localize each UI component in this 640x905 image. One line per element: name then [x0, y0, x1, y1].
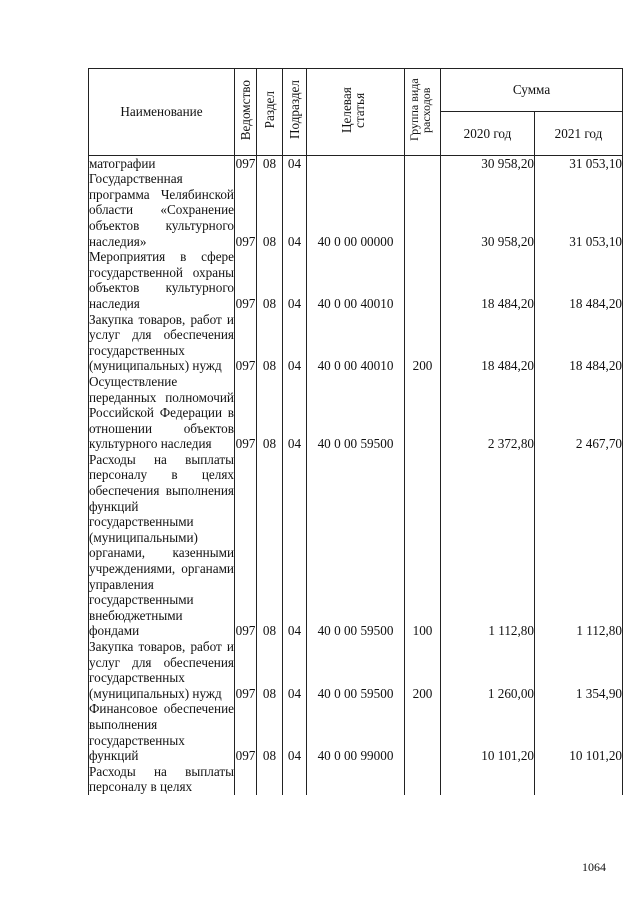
row-sum-2021: 10 101,20 — [535, 701, 623, 763]
row-razdel: 08 — [257, 701, 283, 763]
row-sum-2020: 1 112,80 — [441, 452, 535, 639]
header-vedomstvo — [235, 69, 257, 156]
row-razdel: 08 — [257, 249, 283, 311]
row-celevaya-statya: 40 0 00 59500 — [307, 452, 405, 639]
row-gruppa: 100 — [405, 452, 441, 639]
header-vedomstvo-label: Ведомство — [238, 79, 253, 141]
row-sum-2021: 31 053,10 — [535, 171, 623, 249]
row-razdel: 08 — [257, 374, 283, 452]
budget-table-container — [88, 68, 623, 795]
row-celevaya-statya: 40 0 00 59500 — [307, 374, 405, 452]
row-celevaya-statya: 40 0 00 40010 — [307, 312, 405, 374]
row-sum-2021 — [535, 764, 623, 795]
table-row — [89, 764, 623, 795]
row-sum-2020: 2 372,80 — [441, 374, 535, 452]
table-row — [89, 312, 623, 374]
row-sum-2021: 18 484,20 — [535, 249, 623, 311]
row-sum-2021: 1 112,80 — [535, 452, 623, 639]
row-celevaya-statya — [307, 155, 405, 171]
row-celevaya-statya: 40 0 00 99000 — [307, 701, 405, 763]
header-name: Наименование — [89, 69, 235, 156]
header-year-2021: 2021 год — [535, 112, 623, 155]
row-sum-2021: 18 484,20 — [535, 312, 623, 374]
row-vedomstvo: 097 — [235, 312, 257, 374]
row-sum-2020: 18 484,20 — [441, 249, 535, 311]
row-vedomstvo: 097 — [235, 171, 257, 249]
row-vedomstvo: 097 — [235, 452, 257, 639]
row-vedomstvo: 097 — [235, 249, 257, 311]
row-celevaya-statya — [307, 764, 405, 795]
row-sum-2020: 30 958,20 — [441, 155, 535, 171]
row-sum-2020: 18 484,20 — [441, 312, 535, 374]
budget-table — [88, 68, 623, 795]
row-name: Финансовое обеспечение выполнения государственных функций — [89, 701, 234, 764]
row-vedomstvo: 097 — [235, 639, 257, 701]
table-row — [89, 452, 623, 639]
row-gruppa: 200 — [405, 639, 441, 701]
row-razdel — [257, 764, 283, 795]
header-podrazdel-label: Подраздел — [287, 80, 302, 140]
row-sum-2021: 1 354,90 — [535, 639, 623, 701]
row-podrazdel: 04 — [283, 701, 307, 763]
row-name: Закупка товаров, работ и услуг для обеспечения государственных (муниципальных) нужд — [89, 639, 234, 701]
row-sum-2020: 10 101,20 — [441, 701, 535, 763]
row-name: Расходы на выплаты персоналу в целях — [89, 763, 234, 795]
row-vedomstvo — [235, 764, 257, 795]
row-razdel: 08 — [257, 639, 283, 701]
header-razdel-label: Раздел — [262, 91, 277, 129]
table-row — [89, 171, 623, 249]
header-razdel — [257, 69, 283, 156]
row-razdel: 08 — [257, 312, 283, 374]
header-podrazdel — [283, 69, 307, 156]
row-celevaya-statya: 40 0 00 40010 — [307, 249, 405, 311]
row-podrazdel: 04 — [283, 249, 307, 311]
row-gruppa — [405, 249, 441, 311]
row-podrazdel: 04 — [283, 639, 307, 701]
row-sum-2021: 31 053,10 — [535, 155, 623, 171]
table-row — [89, 639, 623, 701]
row-name: Осуществление переданных полномочий Российской Федерации в отношении объектов культурного наследия — [89, 373, 234, 452]
row-gruppa — [405, 171, 441, 249]
header-celevaya-label: Целевая статья — [338, 87, 367, 133]
table-row — [89, 374, 623, 452]
row-podrazdel: 04 — [283, 312, 307, 374]
table-row — [89, 249, 623, 311]
row-sum-2020: 1 260,00 — [441, 639, 535, 701]
row-gruppa — [405, 764, 441, 795]
row-gruppa — [405, 374, 441, 452]
row-celevaya-statya: 40 0 00 59500 — [307, 639, 405, 701]
row-gruppa — [405, 701, 441, 763]
row-vedomstvo: 097 — [235, 374, 257, 452]
row-vedomstvo: 097 — [235, 155, 256, 171]
row-podrazdel: 04 — [283, 171, 307, 249]
row-name: матографии — [89, 155, 235, 171]
row-razdel: 08 — [257, 452, 283, 639]
row-gruppa — [405, 155, 441, 171]
table-body — [89, 155, 623, 795]
row-name: Закупка товаров, работ и услуг для обеспечения государственных (муниципальных) нужд — [89, 311, 234, 374]
row-podrazdel: 04 — [283, 374, 307, 452]
row-sum-2020 — [441, 764, 535, 795]
row-name: Расходы на выплаты персоналу в целях обеспечения выполнения функций государственными (муниципальными) органами, казенными учреждениями, органами управления государственными внебюджетными фондами — [89, 451, 234, 639]
header-gruppa-vida-rashodov — [405, 69, 441, 156]
row-podrazdel: 04 — [283, 155, 307, 171]
row-gruppa: 200 — [405, 312, 441, 374]
row-sum-2020: 30 958,20 — [441, 171, 535, 249]
table-row — [89, 155, 623, 171]
header-summa: Сумма — [441, 69, 623, 112]
row-razdel: 08 — [257, 171, 283, 249]
row-podrazdel — [283, 764, 307, 795]
header-gruppa-label: Группа вида расходов — [406, 78, 433, 142]
row-podrazdel: 04 — [283, 452, 307, 639]
page-number: 1064 — [582, 860, 606, 874]
row-sum-2021: 2 467,70 — [535, 374, 623, 452]
header-year-2020: 2020 год — [441, 112, 535, 155]
row-vedomstvo: 097 — [235, 701, 257, 763]
row-celevaya-statya: 40 0 00 00000 — [307, 171, 405, 249]
row-name: Мероприятия в сфере государственной охраны объектов культурного наследия — [89, 249, 234, 311]
row-razdel: 08 — [257, 155, 283, 171]
header-celevaya-statya — [307, 69, 405, 156]
row-name: Государственная программа Челябинской области «Сохранение объектов культурного наследия» — [89, 171, 234, 249]
table-row — [89, 701, 623, 763]
